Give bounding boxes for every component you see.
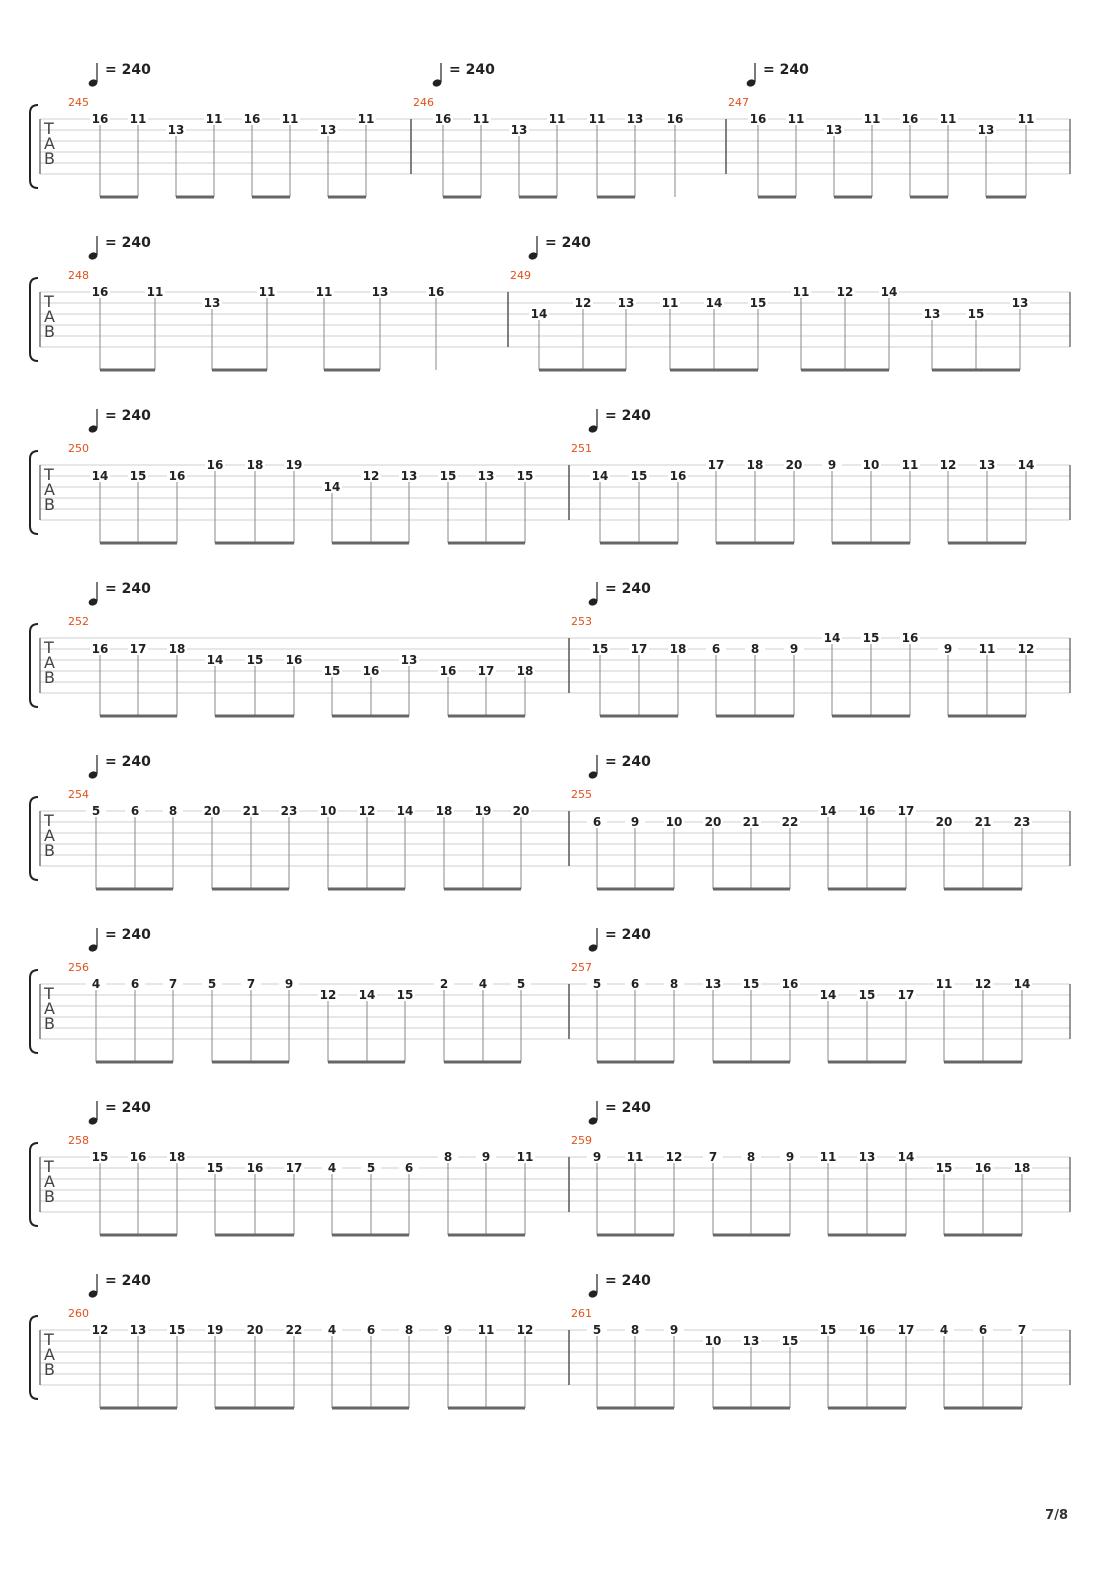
fret-number: 8 — [404, 1323, 414, 1337]
fret-number: 16 — [91, 112, 109, 126]
fret-number: 14 — [897, 1150, 915, 1164]
fret-number: 12 — [974, 977, 992, 991]
fret-number: 11 — [588, 112, 606, 126]
fret-number: 13 — [371, 285, 389, 299]
tab-clef-letter: T — [44, 119, 54, 138]
fret-number: 16 — [243, 112, 261, 126]
tab-clef-letter: T — [44, 292, 54, 311]
tab-clef-letter: T — [44, 465, 54, 484]
fret-number: 12 — [319, 988, 337, 1002]
fret-number: 20 — [785, 458, 803, 472]
tab-system-3 — [30, 408, 1070, 543]
fret-number: 11 — [787, 112, 805, 126]
fret-number: 7 — [168, 977, 178, 991]
measure-number: 245 — [68, 96, 89, 109]
measure-number: 249 — [510, 269, 531, 282]
fret-number: 10 — [665, 815, 683, 829]
fret-number: 21 — [242, 804, 260, 818]
fret-number: 9 — [943, 642, 953, 656]
fret-number: 9 — [785, 1150, 795, 1164]
system-brace — [30, 1316, 38, 1399]
fret-number: 13 — [617, 296, 635, 310]
tab-clef-letter: T — [44, 811, 54, 830]
fret-number: 13 — [825, 123, 843, 137]
fret-number: 14 — [323, 480, 341, 494]
fret-number: 16 — [168, 469, 186, 483]
tab-clef-letter: T — [44, 1330, 54, 1349]
fret-number: 16 — [362, 664, 380, 678]
fret-number: 19 — [285, 458, 303, 472]
fret-number: 5 — [516, 977, 526, 991]
tempo-marking: = 240 — [105, 62, 151, 78]
tempo-marking: = 240 — [605, 1273, 651, 1289]
fret-number: 15 — [630, 469, 648, 483]
tab-system-1 — [30, 62, 1070, 197]
tab-clef-letter: A — [44, 307, 55, 326]
fret-number: 15 — [129, 469, 147, 483]
fret-number: 16 — [285, 653, 303, 667]
fret-number: 16 — [749, 112, 767, 126]
fret-number: 14 — [396, 804, 414, 818]
fret-number: 6 — [130, 804, 140, 818]
fret-number: 14 — [1017, 458, 1035, 472]
tab-system-6 — [30, 927, 1070, 1062]
fret-number: 15 — [439, 469, 457, 483]
fret-number: 5 — [592, 977, 602, 991]
fret-number: 18 — [1013, 1161, 1031, 1175]
tempo-marking: = 240 — [105, 1273, 151, 1289]
fret-number: 11 — [661, 296, 679, 310]
tempo-marking: = 240 — [449, 62, 495, 78]
fret-number: 20 — [935, 815, 953, 829]
fret-number: 14 — [530, 307, 548, 321]
fret-number: 7 — [1017, 1323, 1027, 1337]
fret-number: 9 — [630, 815, 640, 829]
fret-number: 19 — [474, 804, 492, 818]
fret-number: 11 — [1017, 112, 1035, 126]
fret-number: 11 — [939, 112, 957, 126]
tempo-marking: = 240 — [545, 235, 591, 251]
fret-number: 15 — [516, 469, 534, 483]
fret-number: 16 — [669, 469, 687, 483]
measure-number: 252 — [68, 615, 89, 628]
fret-number: 6 — [978, 1323, 988, 1337]
measure-number: 247 — [728, 96, 749, 109]
system-brace — [30, 624, 38, 707]
fret-number: 17 — [897, 804, 915, 818]
tab-system-4 — [30, 581, 1070, 716]
fret-number: 11 — [205, 112, 223, 126]
fret-number: 20 — [704, 815, 722, 829]
tab-clef-letter: B — [44, 1360, 55, 1379]
tab-clef-letter: A — [44, 653, 55, 672]
tempo-marking: = 240 — [605, 1100, 651, 1116]
fret-number: 11 — [819, 1150, 837, 1164]
fret-number: 15 — [781, 1334, 799, 1348]
system-brace — [30, 105, 38, 188]
fret-number: 16 — [427, 285, 445, 299]
tab-clef-letter: A — [44, 480, 55, 499]
tempo-marking: = 240 — [105, 927, 151, 943]
fret-number: 9 — [443, 1323, 453, 1337]
fret-number: 6 — [592, 815, 602, 829]
fret-number: 13 — [400, 469, 418, 483]
fret-number: 15 — [246, 653, 264, 667]
system-brace — [30, 797, 38, 880]
fret-number: 15 — [935, 1161, 953, 1175]
fret-number: 16 — [439, 664, 457, 678]
tab-clef-letter: B — [44, 495, 55, 514]
fret-number: 7 — [246, 977, 256, 991]
tempo-marking: = 240 — [105, 1100, 151, 1116]
fret-number: 14 — [880, 285, 898, 299]
fret-number: 6 — [404, 1161, 414, 1175]
fret-number: 8 — [168, 804, 178, 818]
fret-number: 12 — [358, 804, 376, 818]
fret-number: 15 — [168, 1323, 186, 1337]
fret-number: 12 — [91, 1323, 109, 1337]
fret-number: 16 — [858, 1323, 876, 1337]
fret-number: 9 — [827, 458, 837, 472]
fret-number: 15 — [967, 307, 985, 321]
measure-number: 250 — [68, 442, 89, 455]
page-number: 7/8 — [1045, 1508, 1068, 1523]
fret-number: 13 — [400, 653, 418, 667]
fret-number: 13 — [1011, 296, 1029, 310]
fret-number: 2 — [439, 977, 449, 991]
fret-number: 16 — [901, 112, 919, 126]
fret-number: 11 — [516, 1150, 534, 1164]
fret-number: 9 — [592, 1150, 602, 1164]
fret-number: 15 — [591, 642, 609, 656]
fret-number: 13 — [510, 123, 528, 137]
fret-number: 20 — [203, 804, 221, 818]
tab-clef-letter: T — [44, 638, 54, 657]
fret-number: 13 — [626, 112, 644, 126]
fret-number: 11 — [258, 285, 276, 299]
fret-number: 6 — [630, 977, 640, 991]
fret-number: 13 — [923, 307, 941, 321]
fret-number: 18 — [516, 664, 534, 678]
measure-number: 257 — [571, 961, 592, 974]
fret-number: 12 — [836, 285, 854, 299]
fret-number: 10 — [704, 1334, 722, 1348]
fret-number: 14 — [358, 988, 376, 1002]
fret-number: 17 — [477, 664, 495, 678]
fret-number: 13 — [704, 977, 722, 991]
fret-number: 17 — [897, 1323, 915, 1337]
fret-number: 6 — [711, 642, 721, 656]
tempo-marking: = 240 — [105, 581, 151, 597]
tempo-marking: = 240 — [605, 408, 651, 424]
system-brace — [30, 970, 38, 1053]
fret-number: 4 — [327, 1161, 337, 1175]
fret-number: 20 — [512, 804, 530, 818]
tab-clef-letter: A — [44, 1345, 55, 1364]
fret-number: 6 — [366, 1323, 376, 1337]
measure-number: 251 — [571, 442, 592, 455]
fret-number: 13 — [203, 296, 221, 310]
fret-number: 15 — [91, 1150, 109, 1164]
tempo-marking: = 240 — [105, 235, 151, 251]
fret-number: 22 — [781, 815, 799, 829]
fret-number: 17 — [285, 1161, 303, 1175]
fret-number: 15 — [323, 664, 341, 678]
fret-number: 21 — [974, 815, 992, 829]
measure-number: 253 — [571, 615, 592, 628]
fret-number: 12 — [574, 296, 592, 310]
fret-number: 17 — [707, 458, 725, 472]
fret-number: 23 — [1013, 815, 1031, 829]
fret-number: 12 — [939, 458, 957, 472]
tempo-marking: = 240 — [105, 408, 151, 424]
fret-number: 15 — [742, 977, 760, 991]
measure-number: 246 — [413, 96, 434, 109]
fret-number: 13 — [129, 1323, 147, 1337]
fret-number: 13 — [477, 469, 495, 483]
fret-number: 11 — [626, 1150, 644, 1164]
fret-number: 14 — [591, 469, 609, 483]
tab-clef-letter: B — [44, 149, 55, 168]
tab-clef-letter: A — [44, 134, 55, 153]
measure-number: 258 — [68, 1134, 89, 1147]
system-brace — [30, 1143, 38, 1226]
tempo-marking: = 240 — [605, 927, 651, 943]
fret-number: 21 — [742, 815, 760, 829]
fret-number: 11 — [901, 458, 919, 472]
tab-system-7 — [30, 1100, 1070, 1235]
fret-number: 9 — [789, 642, 799, 656]
fret-number: 9 — [284, 977, 294, 991]
tempo-marking: = 240 — [605, 581, 651, 597]
fret-number: 18 — [746, 458, 764, 472]
fret-number: 6 — [130, 977, 140, 991]
fret-number: 5 — [207, 977, 217, 991]
fret-number: 13 — [978, 458, 996, 472]
fret-number: 15 — [862, 631, 880, 645]
fret-number: 16 — [91, 642, 109, 656]
fret-number: 4 — [327, 1323, 337, 1337]
system-brace — [30, 451, 38, 534]
fret-number: 14 — [206, 653, 224, 667]
fret-number: 16 — [206, 458, 224, 472]
fret-number: 18 — [435, 804, 453, 818]
fret-number: 13 — [977, 123, 995, 137]
fret-number: 15 — [396, 988, 414, 1002]
measure-number: 259 — [571, 1134, 592, 1147]
tempo-marking: = 240 — [605, 754, 651, 770]
tempo-marking: = 240 — [763, 62, 809, 78]
fret-number: 5 — [592, 1323, 602, 1337]
fret-number: 17 — [897, 988, 915, 1002]
fret-number: 10 — [862, 458, 880, 472]
fret-number: 14 — [1013, 977, 1031, 991]
tab-clef-letter: B — [44, 322, 55, 341]
fret-number: 16 — [901, 631, 919, 645]
tab-clef-letter: A — [44, 826, 55, 845]
fret-number: 16 — [91, 285, 109, 299]
tab-clef-letter: A — [44, 1172, 55, 1191]
measure-number: 256 — [68, 961, 89, 974]
fret-number: 16 — [974, 1161, 992, 1175]
measure-number: 248 — [68, 269, 89, 282]
fret-number: 7 — [708, 1150, 718, 1164]
fret-number: 22 — [285, 1323, 303, 1337]
tab-clef-letter: T — [44, 984, 54, 1003]
fret-number: 12 — [362, 469, 380, 483]
fret-number: 11 — [978, 642, 996, 656]
fret-number: 5 — [91, 804, 101, 818]
fret-number: 11 — [792, 285, 810, 299]
fret-number: 8 — [669, 977, 679, 991]
fret-number: 16 — [246, 1161, 264, 1175]
fret-number: 12 — [665, 1150, 683, 1164]
fret-number: 11 — [472, 112, 490, 126]
fret-number: 4 — [939, 1323, 949, 1337]
fret-number: 8 — [750, 642, 760, 656]
fret-number: 15 — [206, 1161, 224, 1175]
fret-number: 16 — [129, 1150, 147, 1164]
fret-number: 10 — [319, 804, 337, 818]
fret-number: 8 — [630, 1323, 640, 1337]
system-brace — [30, 278, 38, 361]
fret-number: 11 — [935, 977, 953, 991]
fret-number: 13 — [858, 1150, 876, 1164]
fret-number: 14 — [823, 631, 841, 645]
fret-number: 16 — [858, 804, 876, 818]
tab-system-5 — [30, 754, 1070, 889]
tab-clef-letter: B — [44, 1187, 55, 1206]
fret-number: 17 — [129, 642, 147, 656]
measure-number: 261 — [571, 1307, 592, 1320]
fret-number: 11 — [548, 112, 566, 126]
fret-number: 13 — [742, 1334, 760, 1348]
fret-number: 13 — [167, 123, 185, 137]
fret-number: 11 — [146, 285, 164, 299]
tab-system-8 — [30, 1273, 1070, 1408]
tab-system-2 — [30, 235, 1070, 370]
fret-number: 19 — [206, 1323, 224, 1337]
measure-number: 254 — [68, 788, 89, 801]
fret-number: 15 — [749, 296, 767, 310]
fret-number: 14 — [819, 804, 837, 818]
fret-number: 18 — [168, 1150, 186, 1164]
fret-number: 11 — [477, 1323, 495, 1337]
fret-number: 16 — [434, 112, 452, 126]
fret-number: 15 — [858, 988, 876, 1002]
tempo-marking: = 240 — [105, 754, 151, 770]
tab-clef-letter: B — [44, 1014, 55, 1033]
fret-number: 9 — [669, 1323, 679, 1337]
fret-number: 18 — [168, 642, 186, 656]
measure-number: 260 — [68, 1307, 89, 1320]
fret-number: 11 — [281, 112, 299, 126]
fret-number: 23 — [280, 804, 298, 818]
fret-number: 16 — [666, 112, 684, 126]
fret-number: 17 — [630, 642, 648, 656]
fret-number: 16 — [781, 977, 799, 991]
fret-number: 5 — [366, 1161, 376, 1175]
fret-number: 9 — [481, 1150, 491, 1164]
fret-number: 11 — [129, 112, 147, 126]
fret-number: 14 — [705, 296, 723, 310]
fret-number: 4 — [478, 977, 488, 991]
fret-number: 20 — [246, 1323, 264, 1337]
fret-number: 11 — [357, 112, 375, 126]
fret-number: 4 — [91, 977, 101, 991]
fret-number: 18 — [246, 458, 264, 472]
tab-clef-letter: T — [44, 1157, 54, 1176]
fret-number: 8 — [746, 1150, 756, 1164]
fret-number: 15 — [819, 1323, 837, 1337]
fret-number: 12 — [1017, 642, 1035, 656]
fret-number: 8 — [443, 1150, 453, 1164]
tab-clef-letter: A — [44, 999, 55, 1018]
fret-number: 11 — [863, 112, 881, 126]
fret-number: 14 — [91, 469, 109, 483]
fret-number: 18 — [669, 642, 687, 656]
fret-number: 12 — [516, 1323, 534, 1337]
fret-number: 14 — [819, 988, 837, 1002]
fret-number: 13 — [319, 123, 337, 137]
tab-clef-letter: B — [44, 841, 55, 860]
tab-clef-letter: B — [44, 668, 55, 687]
fret-number: 11 — [315, 285, 333, 299]
measure-number: 255 — [571, 788, 592, 801]
